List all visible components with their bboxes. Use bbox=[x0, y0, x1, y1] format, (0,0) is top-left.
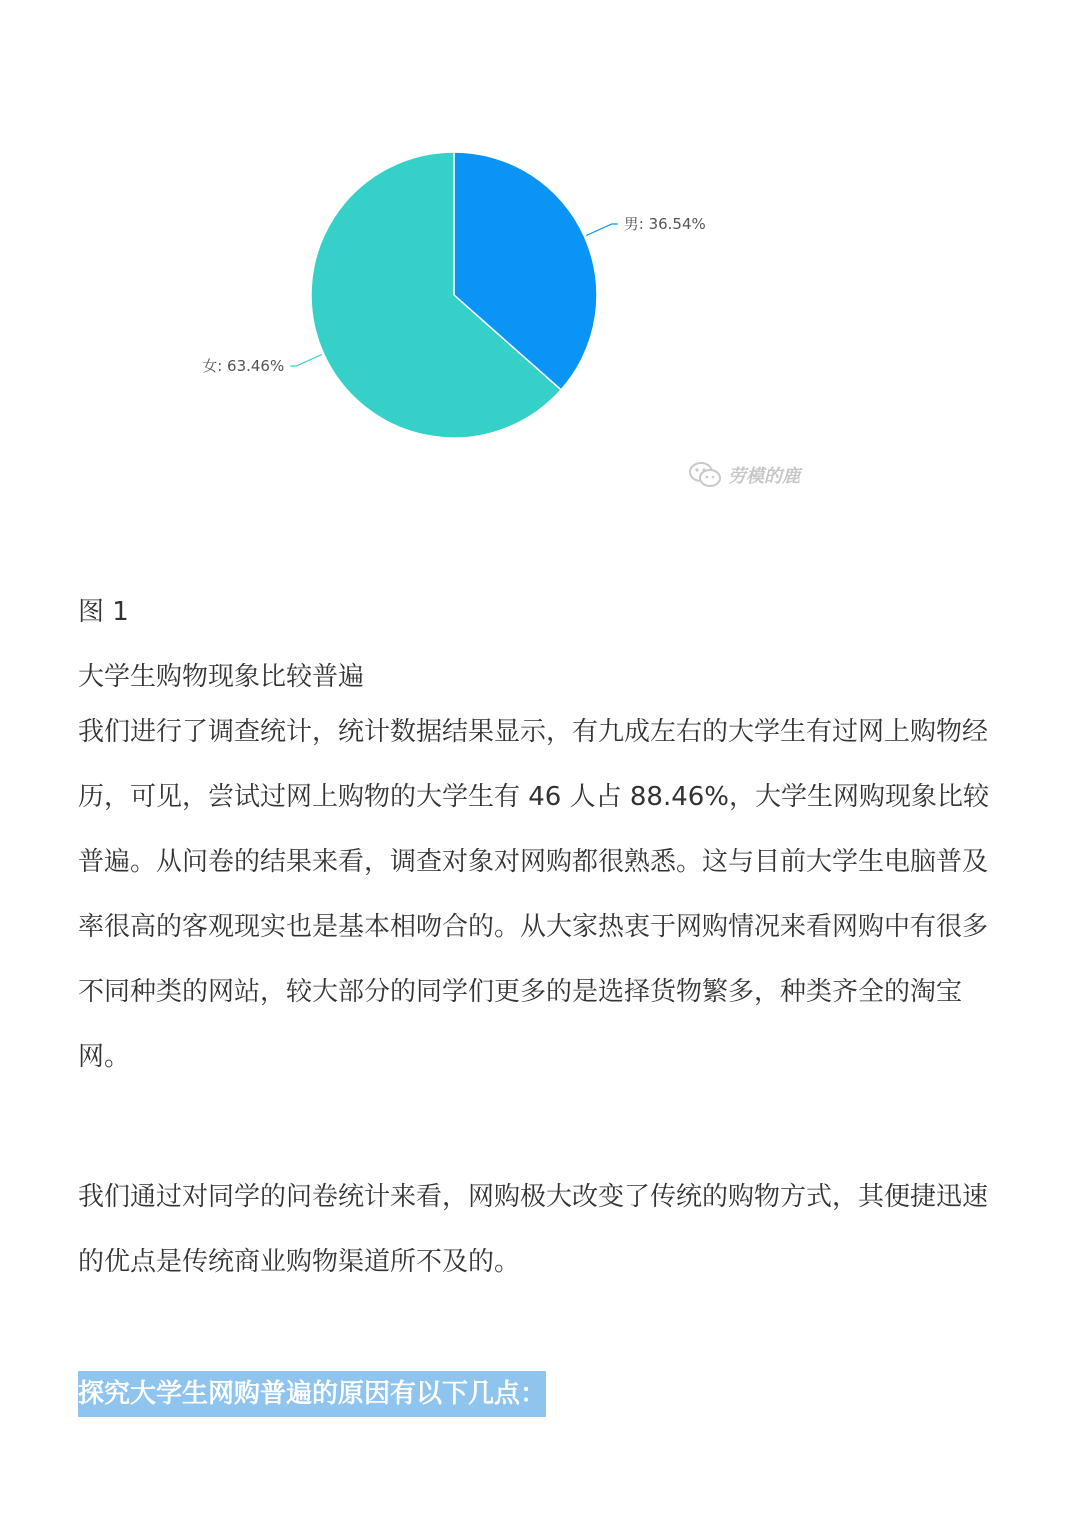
slice-label-1: 男: 36.54% bbox=[623, 215, 706, 234]
article-body bbox=[78, 654, 1008, 1295]
wechat-logo-icon bbox=[688, 461, 722, 489]
figure-caption: 图 1 bbox=[78, 597, 129, 627]
article-paragraph-2: 我们通过对同学的问卷统计来看，网购极大改变了传统的购物方式，其便捷迅速的优点是传统商业购物渠道所不及的。 bbox=[78, 1182, 989, 1277]
article-subtitle: 大学生购物现象比较普遍 bbox=[78, 662, 365, 692]
leader-line-1 bbox=[586, 224, 618, 235]
pie-chart bbox=[0, 0, 1080, 520]
slice-label-2: 女: 63.46% bbox=[202, 356, 285, 375]
highlight-heading: 探究大学生网购普遍的原因有以下几点： bbox=[78, 1371, 546, 1417]
article-paragraph-1: 我们进行了调查统计，统计数据结果显示，有九成左右的大学生有过网上购物经历，可见，尝试过网上购物的大学生有 46 人占 88.46%，大学生网购现象比较普遍。从问卷的结果来看，调查对象对网购都很熟悉。这与目前大学生电脑普及率很高的客观现实也是基本相吻合的。从大家热衷于网购情况来看网购中有很多不同种类的网站，较大部分的同学们更多的是选择货物繁多，种类齐全的淘宝网。 bbox=[78, 717, 990, 1072]
leader-line-2 bbox=[290, 355, 322, 366]
watermark bbox=[688, 458, 828, 492]
watermark-text: 劳模的鹿 bbox=[728, 466, 800, 487]
